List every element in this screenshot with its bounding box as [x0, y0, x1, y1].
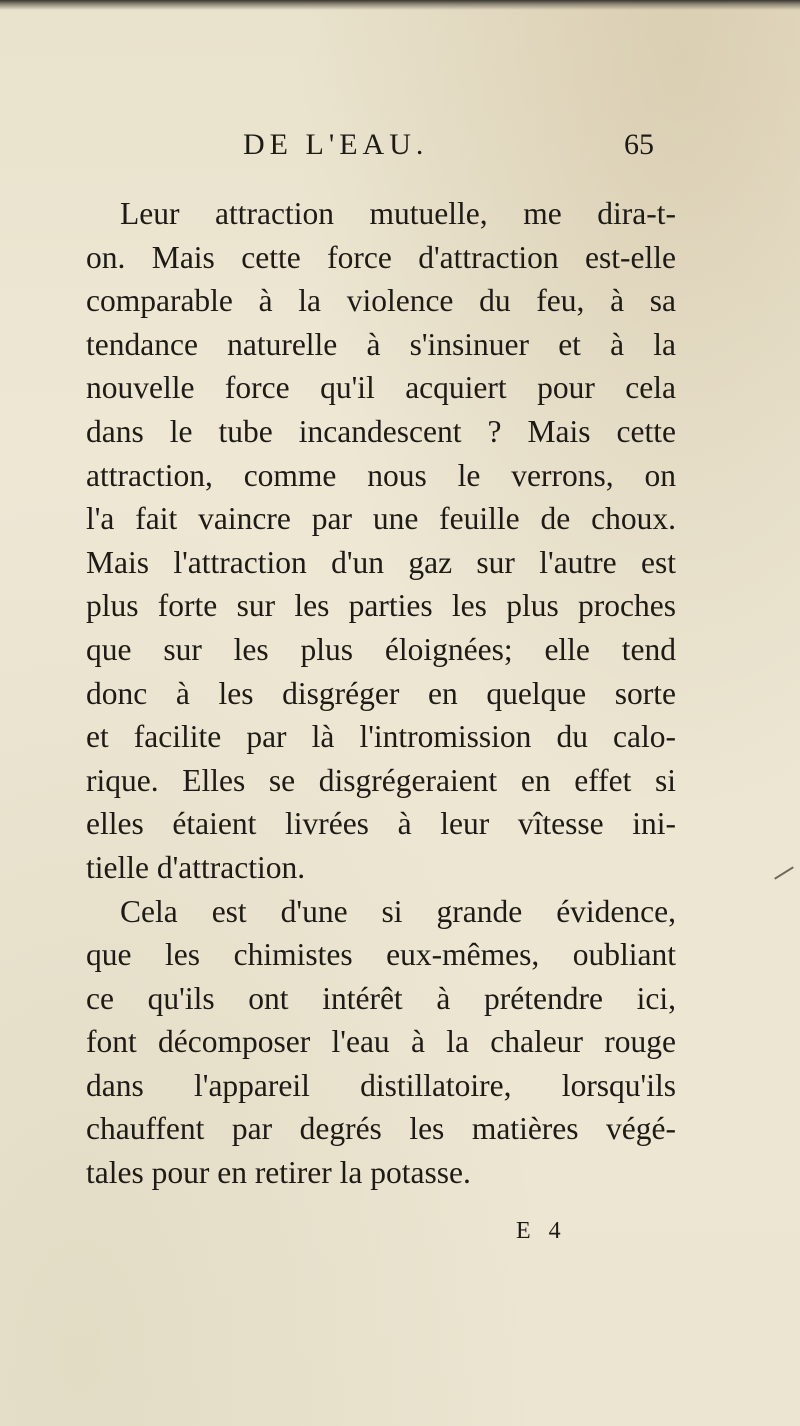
page-top-edge [0, 0, 800, 10]
page-number: 65 [624, 128, 654, 161]
signature-mark: E 4 [516, 1218, 567, 1244]
text-line: que les chimistes eux-mêmes, oubliant [86, 937, 676, 973]
text-line: Leur attraction mutuelle, me dira-t- [120, 196, 676, 231]
text-line: attraction, comme nous le verrons, on [86, 457, 676, 493]
text-line: tendance naturelle à s'insinuer et à la [86, 326, 676, 362]
text-line: tales pour en retirer la potasse. [86, 1155, 471, 1191]
margin-mark [774, 866, 794, 879]
text-line: Mais l'attraction d'un gaz sur l'autre est [86, 544, 676, 580]
text-line: ce qu'ils ont intérêt à prétendre ici, [86, 980, 676, 1016]
text-line: tielle d'attraction. [86, 849, 306, 885]
paragraph-2 [86, 890, 676, 1195]
text-line: chauffent par degrés les matières végé- [86, 1111, 676, 1147]
text-line: que sur les plus éloignées; elle tend [86, 631, 676, 667]
text-line: on. Mais cette force d'attraction est-elle [86, 239, 676, 275]
text-line: font décomposer l'eau à la chaleur rouge [86, 1024, 676, 1060]
text-line: dans l'appareil distillatoire, lorsqu'ils [86, 1067, 676, 1103]
page-header [0, 128, 800, 168]
running-head: DE L'EAU. [243, 128, 429, 161]
text-line: Cela est d'une si grande évidence, [120, 893, 676, 929]
text-line: l'a fait vaincre par une feuille de choux. [86, 501, 676, 537]
text-line: elles étaient livrées à leur vîtesse ini- [86, 806, 676, 842]
body-text [86, 192, 676, 1195]
text-line: rique. Elles se disgrégeraient en effet si [86, 762, 676, 798]
text-line: nouvelle force qu'il acquiert pour cela [86, 370, 676, 406]
text-line: dans le tube incandescent ? Mais cette [86, 413, 676, 449]
text-line: comparable à la violence du feu, à sa [86, 283, 676, 319]
text-line: plus forte sur les parties les plus proches [86, 588, 676, 624]
text-line: donc à les disgréger en quelque sorte [86, 675, 676, 711]
text-line: et facilite par là l'intromission du calo- [86, 719, 676, 755]
paragraph-1 [86, 192, 676, 890]
